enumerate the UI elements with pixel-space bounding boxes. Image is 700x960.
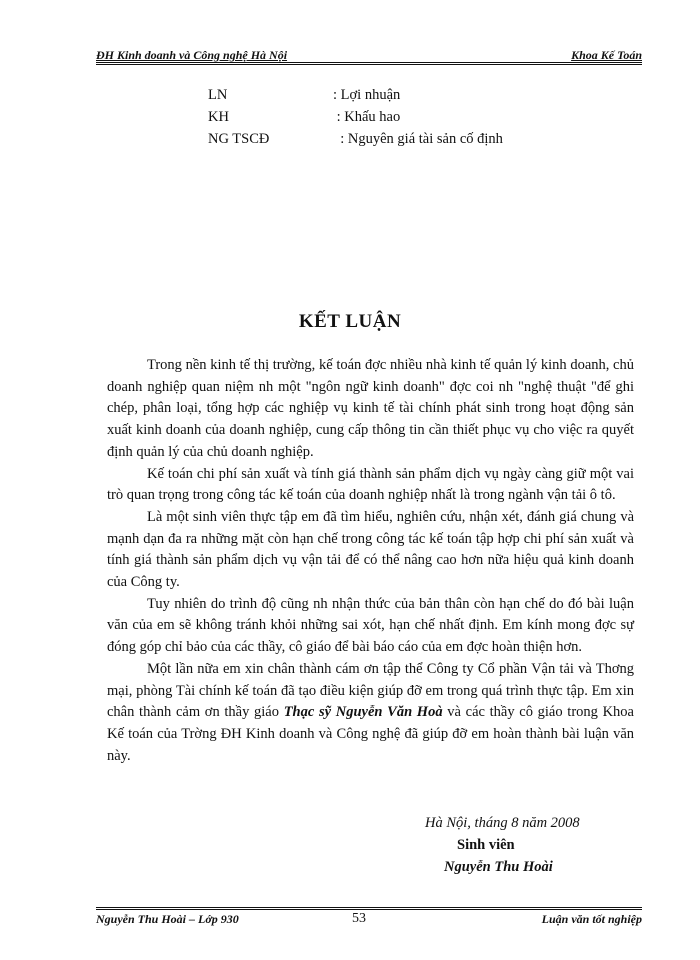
signature-date: Hà Nội, tháng 8 năm 2008 [425,815,580,831]
abbreviation-item [208,84,503,106]
paragraph-1: Trong nền kinh tế thị trường, kế toán đợc nhiều nhà kinh tế quản lý kinh doanh, chủ doanh nghiệp quan niệm nh một "ngôn ngữ kinh doanh" đợc coi nh "nghệ thuật "để ghi chép, phân loại, tổng hợp các nghiệp vụ kinh tế tài chính phát sinh trong hoạt động sản xuất kinh doanh của doanh nghiệp, cung cấp thông tin cần thiết phục vụ cho việc ra quyết định quản lý của chủ doanh nghiệp. [107,357,634,460]
abbreviation-list [208,84,503,150]
paragraph-3: Là một sinh viên thực tập em đã tìm hiểu, nghiên cứu, nhận xét, đánh giá chung và mạnh dạn đa ra những mặt còn hạn chế trong công tác kế toán tập hợp chi phí sản xuất và tính giá thành sản phẩm dịch vụ vận tải để có thể nâng cao hơn nữa hiệu quả kinh doanh của Công ty. [107,508,634,591]
signature-block [400,812,640,878]
abbreviation-definition: : Lợi nhuận [333,87,401,103]
conclusion-body [107,355,634,767]
paragraph-2: Kế toán chi phí sản xuất và tính giá thành sản phẩm dịch vụ ngày càng giữ một vai trò quan trọng trong công tác kế toán của doanh nghiệp nhất là trong ngành vận tải ô tô. [107,465,634,504]
footer-document-type: Luận văn tốt nghiệp [541,912,642,926]
header-institution: ĐH Kinh doanh và Công nghệ Hà Nội [96,48,288,62]
abbreviation-item [208,128,503,150]
abbreviation-item [208,106,503,128]
advisor-name: Thạc sỹ Nguyễn Văn Hoà [283,704,443,721]
paragraph-5 [107,659,634,768]
abbreviation-definition: : Khấu hao [333,109,401,125]
abbreviation-term: NG TSCĐ [208,131,270,147]
paragraph-5-text: Một lần nữa em xin chân thành cám ơn tập thể Công ty Cổ phần Vận tải và Thơng mại, phòng Tài chính kế toán đã tạo điều kiện giúp đỡ em trong quá trình thực tập. Em xin chân thành cảm ơn thầy giáo [107,660,634,721]
page-footer [96,907,642,926]
header-department: Khoa Kế Toán [571,48,642,62]
paragraph-5-text-end: và các thầy cô giáo trong Khoa Kế toán của Trờng ĐH Kinh doanh và Công nghệ đã giúp đỡ em hoàn thành bài luận văn này. [107,704,634,764]
footer-author: Nguyễn Thu Hoài – Lớp 930 [96,912,239,926]
signature-name: Nguyễn Thu Hoài [444,859,553,875]
signature-role: Sinh viên [457,837,515,853]
page-header [96,44,642,65]
abbreviation-term: LN [208,87,228,103]
section-title: KẾT LUẬN [298,311,402,332]
abbreviation-term: KH [208,109,229,125]
paragraph-4: Tuy nhiên do trình độ cũng nh nhận thức của bản thân còn hạn chế do đó bài luận văn của em sẽ không tránh khỏi những sai xót, hạn chế nhất định. Em kính mong đợc sự đóng góp chỉ bảo của các thầy, cô giáo để bài báo cáo của em đợc hoàn thiện hơn. [107,595,634,656]
page-number: 53 [352,911,366,926]
abbreviation-definition: : Nguyên giá tài sản cố định [333,131,503,147]
